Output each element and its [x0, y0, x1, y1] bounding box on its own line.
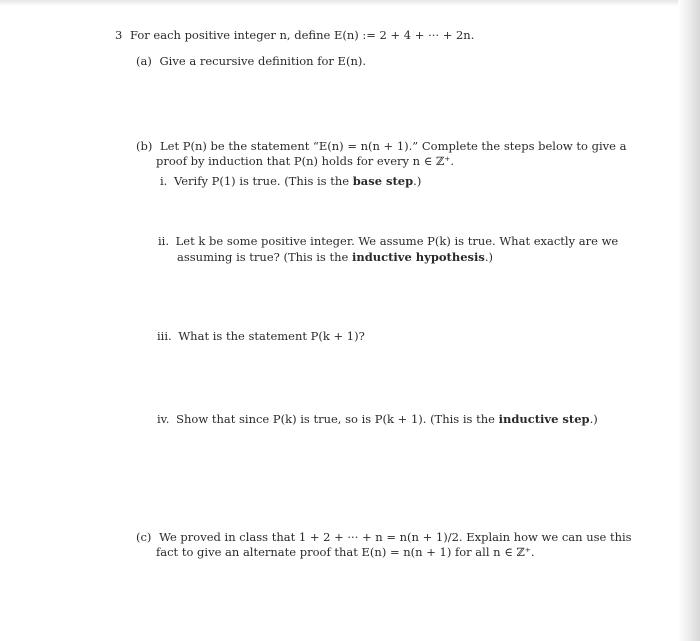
part-c-line2: [156, 545, 535, 560]
step-iii-label: iii.: [157, 329, 172, 343]
part-c-text-1: We proved in class that 1 + 2 + ··· + n = n(n + 1)/2. Explain how we can use this: [159, 530, 632, 544]
step-i-end: .): [413, 174, 422, 188]
step-iv-label: iv.: [157, 412, 170, 426]
part-b-text-1: Let P(n) be the statement “E(n) = n(n + 1).” Complete the steps below to give a: [160, 139, 627, 153]
step-iv-bold: inductive step: [498, 412, 590, 426]
part-b-text-2: proof by induction that P(n) holds for every n ∈ ℤ⁺.: [156, 154, 455, 168]
part-b-line1: [136, 139, 626, 154]
step-iv-text: Show that since P(k) is true, so is P(k + 1). (This is the: [176, 412, 499, 426]
part-a-text: Give a recursive definition for E(n).: [159, 54, 366, 68]
step-ii-line2: [177, 250, 493, 265]
part-c-line1: [136, 530, 632, 545]
step-i-text: Verify P(1) is true. (This is the: [174, 174, 353, 188]
step-i: [160, 174, 421, 189]
part-c-text-2: fact to give an alternate proof that E(n) = n(n + 1) for all n ∈ ℤ⁺.: [156, 545, 535, 559]
step-ii-text-1: Let k be some positive integer. We assume P(k) is true. What exactly are we: [175, 234, 619, 248]
step-i-bold: base step: [352, 174, 414, 188]
step-ii-text-2: assuming is true? (This is the: [177, 250, 352, 264]
part-c-label: (c): [136, 530, 152, 544]
step-iv: [157, 412, 598, 427]
part-b-label: (b): [136, 139, 153, 153]
problem-number: 3: [115, 28, 123, 42]
step-iii: [157, 329, 365, 344]
problem-intro: [115, 28, 474, 43]
step-ii-line1: [158, 234, 618, 249]
step-ii-label: ii.: [158, 234, 170, 248]
part-a-label: (a): [136, 54, 152, 68]
step-ii-end: .): [484, 250, 494, 264]
step-ii-bold: inductive hypothesis: [351, 250, 485, 264]
step-iv-end: .): [589, 412, 598, 426]
step-iii-text: What is the statement P(k + 1)?: [178, 329, 365, 343]
problem-intro-text: For each positive integer n, define E(n) := 2 + 4 + ··· + 2n.: [129, 28, 475, 42]
page-top-shadow: [0, 0, 700, 6]
part-a: [136, 54, 366, 69]
page-edge-shadow: [678, 0, 700, 641]
step-i-label: i.: [160, 174, 168, 188]
part-b-line2: [156, 154, 454, 169]
